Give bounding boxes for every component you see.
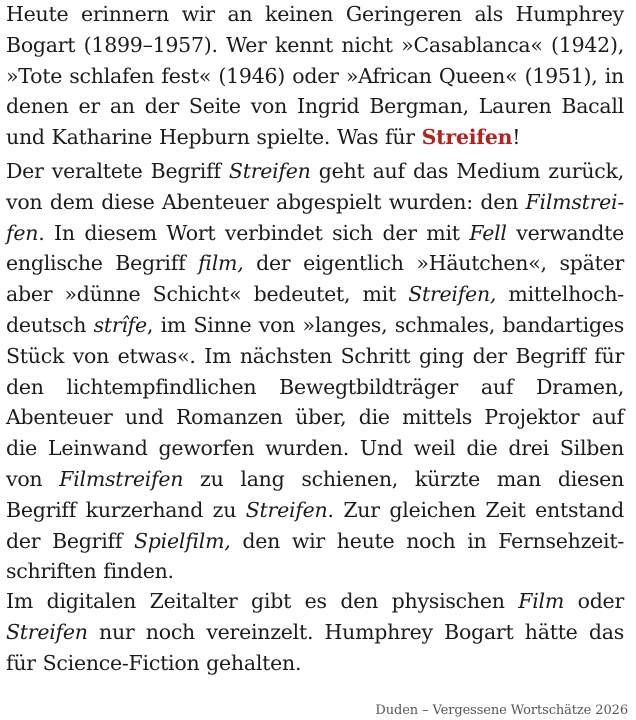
text-run: zu lang schienen, kürzte man diesen <box>183 466 624 491</box>
text-run: ! <box>512 125 521 150</box>
text-run: aber »dünne Schicht« bedeutet, mit <box>6 282 409 307</box>
text-line: Stück von etwas«. Im nächsten Schritt ging der Begriff für <box>6 343 624 368</box>
italic-term: fen <box>6 220 39 245</box>
italic-term: strîfe <box>93 312 147 337</box>
italic-term: Fell <box>469 220 507 245</box>
text-line <box>6 617 624 648</box>
text-line: Heute erinnern wir an keinen Geringeren als Humphrey <box>6 2 624 26</box>
text-line: schriften finden. <box>6 559 174 584</box>
italic-term: Streifen. <box>245 497 334 522</box>
text-line <box>6 586 624 617</box>
text-run: Im digitalen Zeitalter gibt es den physischen <box>6 589 519 613</box>
italic-term: Filmstreifen <box>59 466 184 491</box>
text-run: Begriff kurzerhand zu <box>6 497 246 522</box>
text-line: den lichtempfindlichen Bewegtbildträger auf Dramen, <box>6 374 624 399</box>
italic-term: Streifen <box>6 619 88 644</box>
text-line <box>6 495 624 526</box>
text-line: Abenteuer und Romanzen über, die mittels Projektor auf <box>6 405 624 430</box>
italic-term: Spielfilm, <box>133 528 231 553</box>
text-run: von <box>6 466 60 491</box>
italic-term: Filmstrei- <box>525 189 624 214</box>
closing-paragraph <box>6 586 624 678</box>
text-line <box>6 156 624 187</box>
text-line: für Science-Fiction gehalten. <box>6 650 302 675</box>
text-line <box>6 187 624 218</box>
text-run: englische Begriff <box>6 251 199 276</box>
text-run: , im Sinne von »langes, schmales, bandartiges <box>146 312 624 337</box>
text-line: denen er an der Seite von Ingrid Bergman, Lauren Bacall <box>6 94 624 119</box>
text-run: von dem diese Abenteuer abgespielt wurden: den <box>6 189 526 214</box>
italic-term: film, <box>198 251 244 276</box>
text-run: . In diesem Wort verbindet sich der mit <box>38 220 470 245</box>
text-run: Zur gleichen Zeit entstand <box>333 497 624 522</box>
text-run: der eigentlich »Häutchen«, später <box>243 251 624 276</box>
text-run: der Begriff <box>6 528 134 553</box>
text-run: und Katharine Hepburn spielte. Was für <box>6 125 422 150</box>
highlighted-word: Streifen <box>421 125 513 150</box>
text-run: Der veraltete Begriff <box>6 159 229 183</box>
text-line: die Leinwand geworfen wurden. Und weil die drei Silben <box>6 436 624 461</box>
source-footer: Duden – Vergessene Wortschätze 2026 <box>375 703 628 718</box>
text-run: nur noch vereinzelt. Humphrey Bogart hätte das <box>87 619 624 644</box>
italic-term: Streifen <box>228 159 311 183</box>
italic-term: Streifen, <box>408 282 497 307</box>
text-line <box>6 279 624 310</box>
intro-paragraph <box>6 0 624 153</box>
etymology-paragraph <box>6 156 624 587</box>
text-run: den wir heute noch in Fernsehzeit- <box>230 528 624 553</box>
text-line <box>6 526 624 557</box>
text-line: »Tote schlafen fest« (1946) oder »African Queen« (1951), in <box>6 63 624 88</box>
text-run: oder <box>564 589 624 613</box>
text-run: mittelhoch- <box>496 282 624 307</box>
text-line <box>6 310 624 341</box>
text-run: geht auf das Medium zurück, <box>310 159 624 183</box>
text-line <box>6 122 624 153</box>
text-line <box>6 248 624 279</box>
italic-term: Film <box>518 589 565 613</box>
text-run: deutsch <box>6 312 94 337</box>
text-line <box>6 218 624 249</box>
text-line <box>6 464 624 495</box>
text-run: verwandte <box>506 220 624 245</box>
text-line: Bogart (1899–1957). Wer kennt nicht »Casablanca« (1942), <box>6 32 624 57</box>
